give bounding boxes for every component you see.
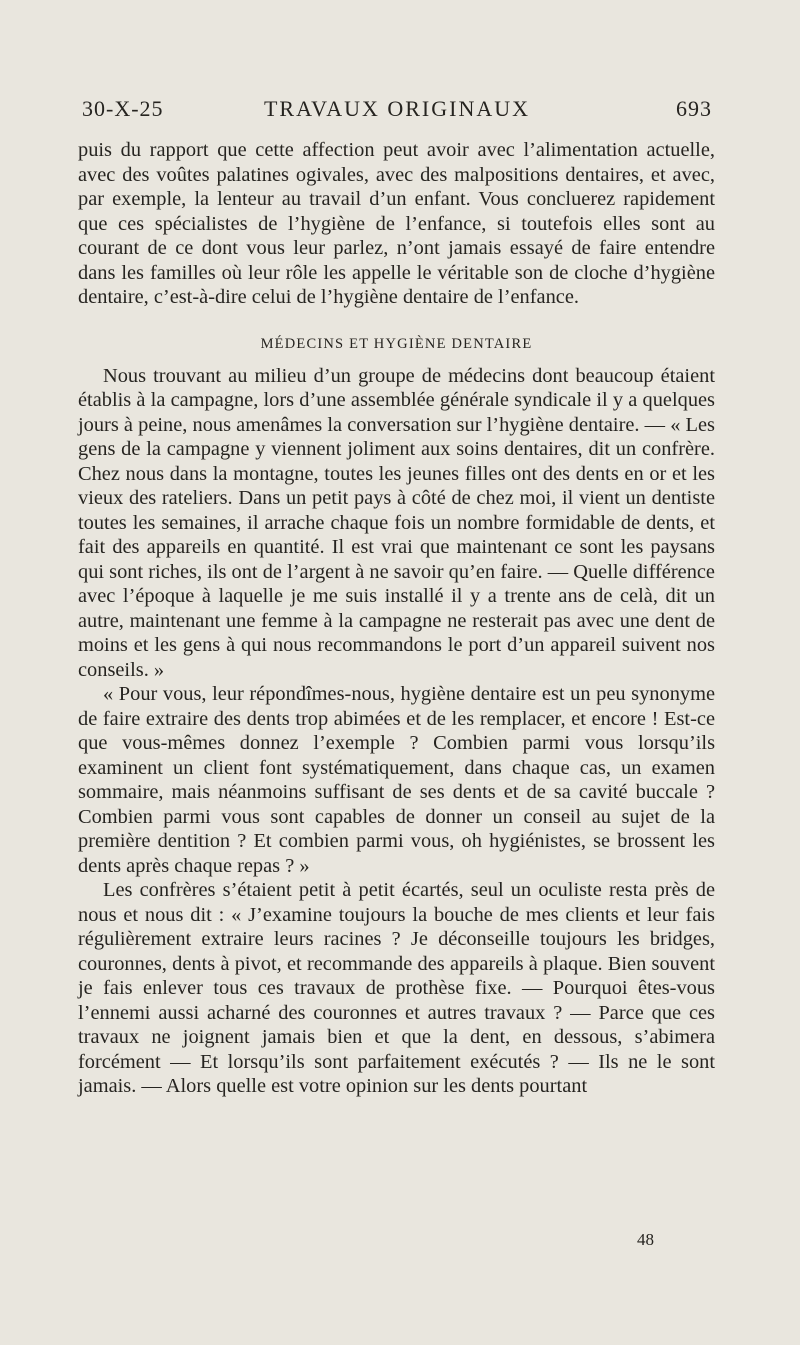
header-date: 30-X-25 xyxy=(82,96,164,121)
paragraph: Les confrères s’étaient petit à petit écartés, seul un oculiste resta près de nous et nous dit : « J’examine toujours la bouche de mes clients et leur fais régulièrement extraire leurs racines ? Je déconseille toujours les bridges, couronnes, dents à pivot, et recommande des appareils à plaque. Bien souvent je fais enlever tous ces travaux de prothèse fixe. — Pourquoi êtes-vous l’ennemi aussi acharné des couronnes et autres travaux ? — Parce que ces travaux ne joignent jamais bien et que la dent, en dessous, s’abimera forcément — Et lorsqu’ils sont parfaitement exécutés ? — Ils ne le sont jamais. — Alors quelle est votre opinion sur les dents pourtant xyxy=(78,879,715,1097)
paragraph: « Pour vous, leur répondîmes-nous, hygiène dentaire est un peu synonyme de faire extraire des dents trop abimées et de les remplacer, et encore ! Est-ce que vous-mêmes donnez l’exemple ? Combien parmi vous lorsqu’ils examinent un client font systématiquement, dans chaque cas, un examen sommaire, mais néanmoins suffisant de ses dents et de sa cavité buccale ? Combien parmi vous sont capables de donner un conseil au sujet de la première dentition ? Et combien parmi vous, oh hygiénistes, se brossent les dents après chaque repas ? » xyxy=(78,683,715,877)
signature-mark: 48 xyxy=(637,1230,654,1249)
page-number: 693 xyxy=(676,96,712,121)
running-header xyxy=(82,96,712,130)
paragraph-intro: puis du rapport que cette affection peut avoir avec l’alimentation actuelle, avec des voûtes palatines ogivales, avec des malpositions dentaires, et avec, par exemple, la lenteur au travail d’un enfant. Vous concluerez rapidement que ces spécialistes de l’hygiène de l’enfance, si toutefois elles sont au courant de ce dont vous leur parlez, n’ont jamais essayé de faire entendre dans les familles où leur rôle les appelle le véritable son de cloche d’hygiène dentaire, c’est-à-dire celui de l’hygiène dentaire de l’enfance. xyxy=(78,139,715,308)
body-text xyxy=(78,138,715,1099)
running-title: TRAVAUX ORIGINAUX xyxy=(263,96,531,121)
paragraph: Nous trouvant au milieu d’un groupe de médecins dont beaucoup étaient établis à la campagne, lors d’une assemblée générale syndicale il y a quelques jours à peine, nous amenâmes la conversation sur l’hygiène dentaire. — « Les gens de la campagne y viennent joliment aux soins dentaires, dit un confrère. Chez nous dans la montagne, toutes les jeunes filles ont des dents en or et les vieux des rateliers. Dans un petit pays à côté de chez moi, il vient un dentiste toutes les semaines, il arrache chaque fois un nombre formidable de dents, et fait des appareils en quantité. Il est vrai que maintenant ce sont les paysans qui sont riches, ils ont de l’argent à ne savoir qu’en faire. — Quelle différence avec l’époque à laquelle je me suis installé il y a trente ans de celà, dit un autre, maintenant une femme à la campagne ne resterait pas avec une dent de moins et les gens à qui nous recommandons le port d’un appareil suivent nos conseils. » xyxy=(78,364,715,681)
section-title: MÉDECINS ET HYGIÈNE DENTAIRE xyxy=(260,335,533,352)
